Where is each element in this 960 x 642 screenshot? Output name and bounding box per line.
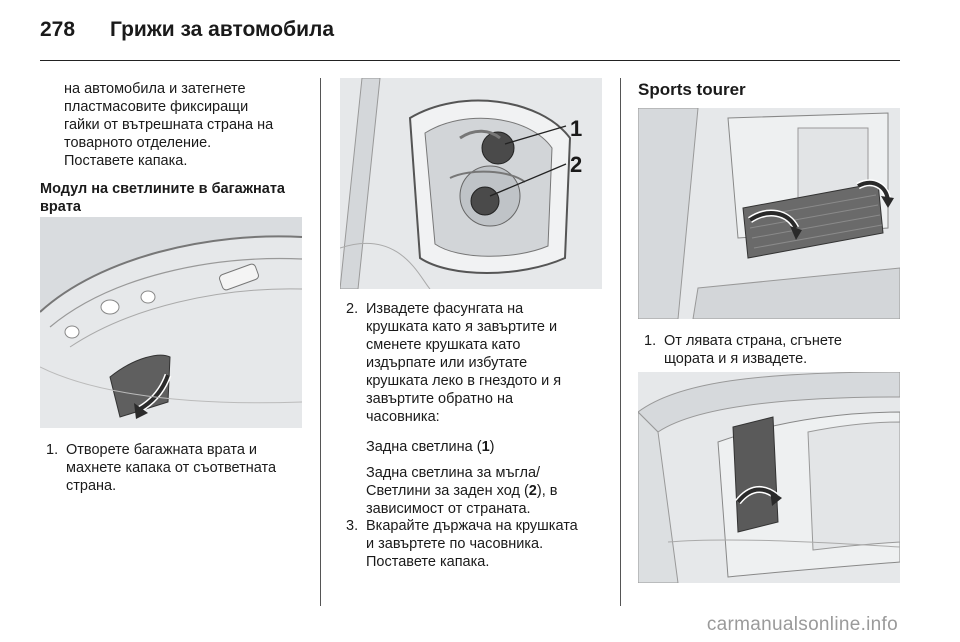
bulb-item-rear-light xyxy=(366,438,608,456)
page-number: 278 xyxy=(40,18,76,41)
intro-line: гайки от вътрешната страна на xyxy=(64,117,274,133)
bulb-item-text: ), в xyxy=(536,483,558,499)
intro-line: товарното отделение. xyxy=(64,135,212,151)
bulb-item-text: Задна светлина ( xyxy=(366,439,482,455)
column-divider-2 xyxy=(620,78,621,606)
step-number: 1. xyxy=(46,442,59,458)
bulb-item-text: Светлини за заден ход ( xyxy=(366,483,529,499)
step-line: махнете капака от съответната xyxy=(66,460,277,476)
step-2-remove-bulb xyxy=(346,300,608,426)
load-cover-illustration xyxy=(638,108,900,319)
side-panel-illustration xyxy=(638,372,900,583)
bulb-item-text: ) xyxy=(489,439,495,455)
intro-line: на автомобила и затегнете xyxy=(64,81,246,97)
header-rule xyxy=(40,60,900,61)
bulb-item-number: 2 xyxy=(528,483,537,499)
callout-1: 1 xyxy=(570,116,583,141)
step-line: и завъртете по часовника. xyxy=(366,536,544,552)
step-1-open-tailgate xyxy=(46,441,308,495)
callout-2: 2 xyxy=(570,152,583,177)
intro-line: пластмасовите фиксиращи xyxy=(64,99,249,115)
step-line: щората и я извадете. xyxy=(664,351,808,367)
step-line: издърпате или избутате xyxy=(366,355,528,371)
step-number: 1. xyxy=(644,333,657,349)
step-3-insert-holder xyxy=(346,517,608,571)
intro-line: Поставете капака. xyxy=(64,153,188,169)
step-text xyxy=(366,300,608,426)
step-number: 3. xyxy=(346,518,359,534)
section-heading-line: врата xyxy=(40,199,82,215)
step-line: сменете крушката като xyxy=(366,337,521,353)
step-line: часовника: xyxy=(366,409,440,425)
step-line: Отворете багажната врата и xyxy=(66,442,258,458)
bulb-holder-illustration xyxy=(340,78,602,289)
section-heading xyxy=(40,180,310,216)
intro-paragraph xyxy=(64,80,309,170)
step-line: крушката леко в гнездото и я xyxy=(366,373,562,389)
step-text xyxy=(664,332,904,368)
step-line: крушката като я завъртите и xyxy=(366,319,558,335)
bulb-item-fog-reverse xyxy=(366,464,608,518)
step-1-fold-cover xyxy=(644,332,904,368)
section-heading-sports-tourer: Sports tourer xyxy=(638,80,746,99)
step-line: страна. xyxy=(66,478,117,494)
step-text xyxy=(366,517,608,571)
bulb-item-number: 1 xyxy=(481,439,490,455)
step-line: Поставете капака. xyxy=(366,554,490,570)
step-line: завъртите обратно на xyxy=(366,391,514,407)
bulb-item-line: зависимост от страната. xyxy=(366,501,531,517)
bulb-item-line: Задна светлина за мъгла/ xyxy=(366,465,541,481)
watermark: carmanualsonline.info xyxy=(706,614,898,635)
bulb-item-line xyxy=(366,482,608,500)
step-number: 2. xyxy=(346,301,359,317)
step-line: Извадете фасунгата на xyxy=(366,301,524,317)
section-heading-line: Модул на светлините в багажната xyxy=(40,181,285,197)
step-text xyxy=(66,441,308,495)
column-divider-1 xyxy=(320,78,321,606)
tailgate-cover-illustration xyxy=(40,217,302,428)
page-title: Грижи за автомобила xyxy=(110,18,335,41)
step-line: Вкарайте държача на крушката xyxy=(366,518,578,534)
step-line: От лявата страна, сгънете xyxy=(664,333,843,349)
